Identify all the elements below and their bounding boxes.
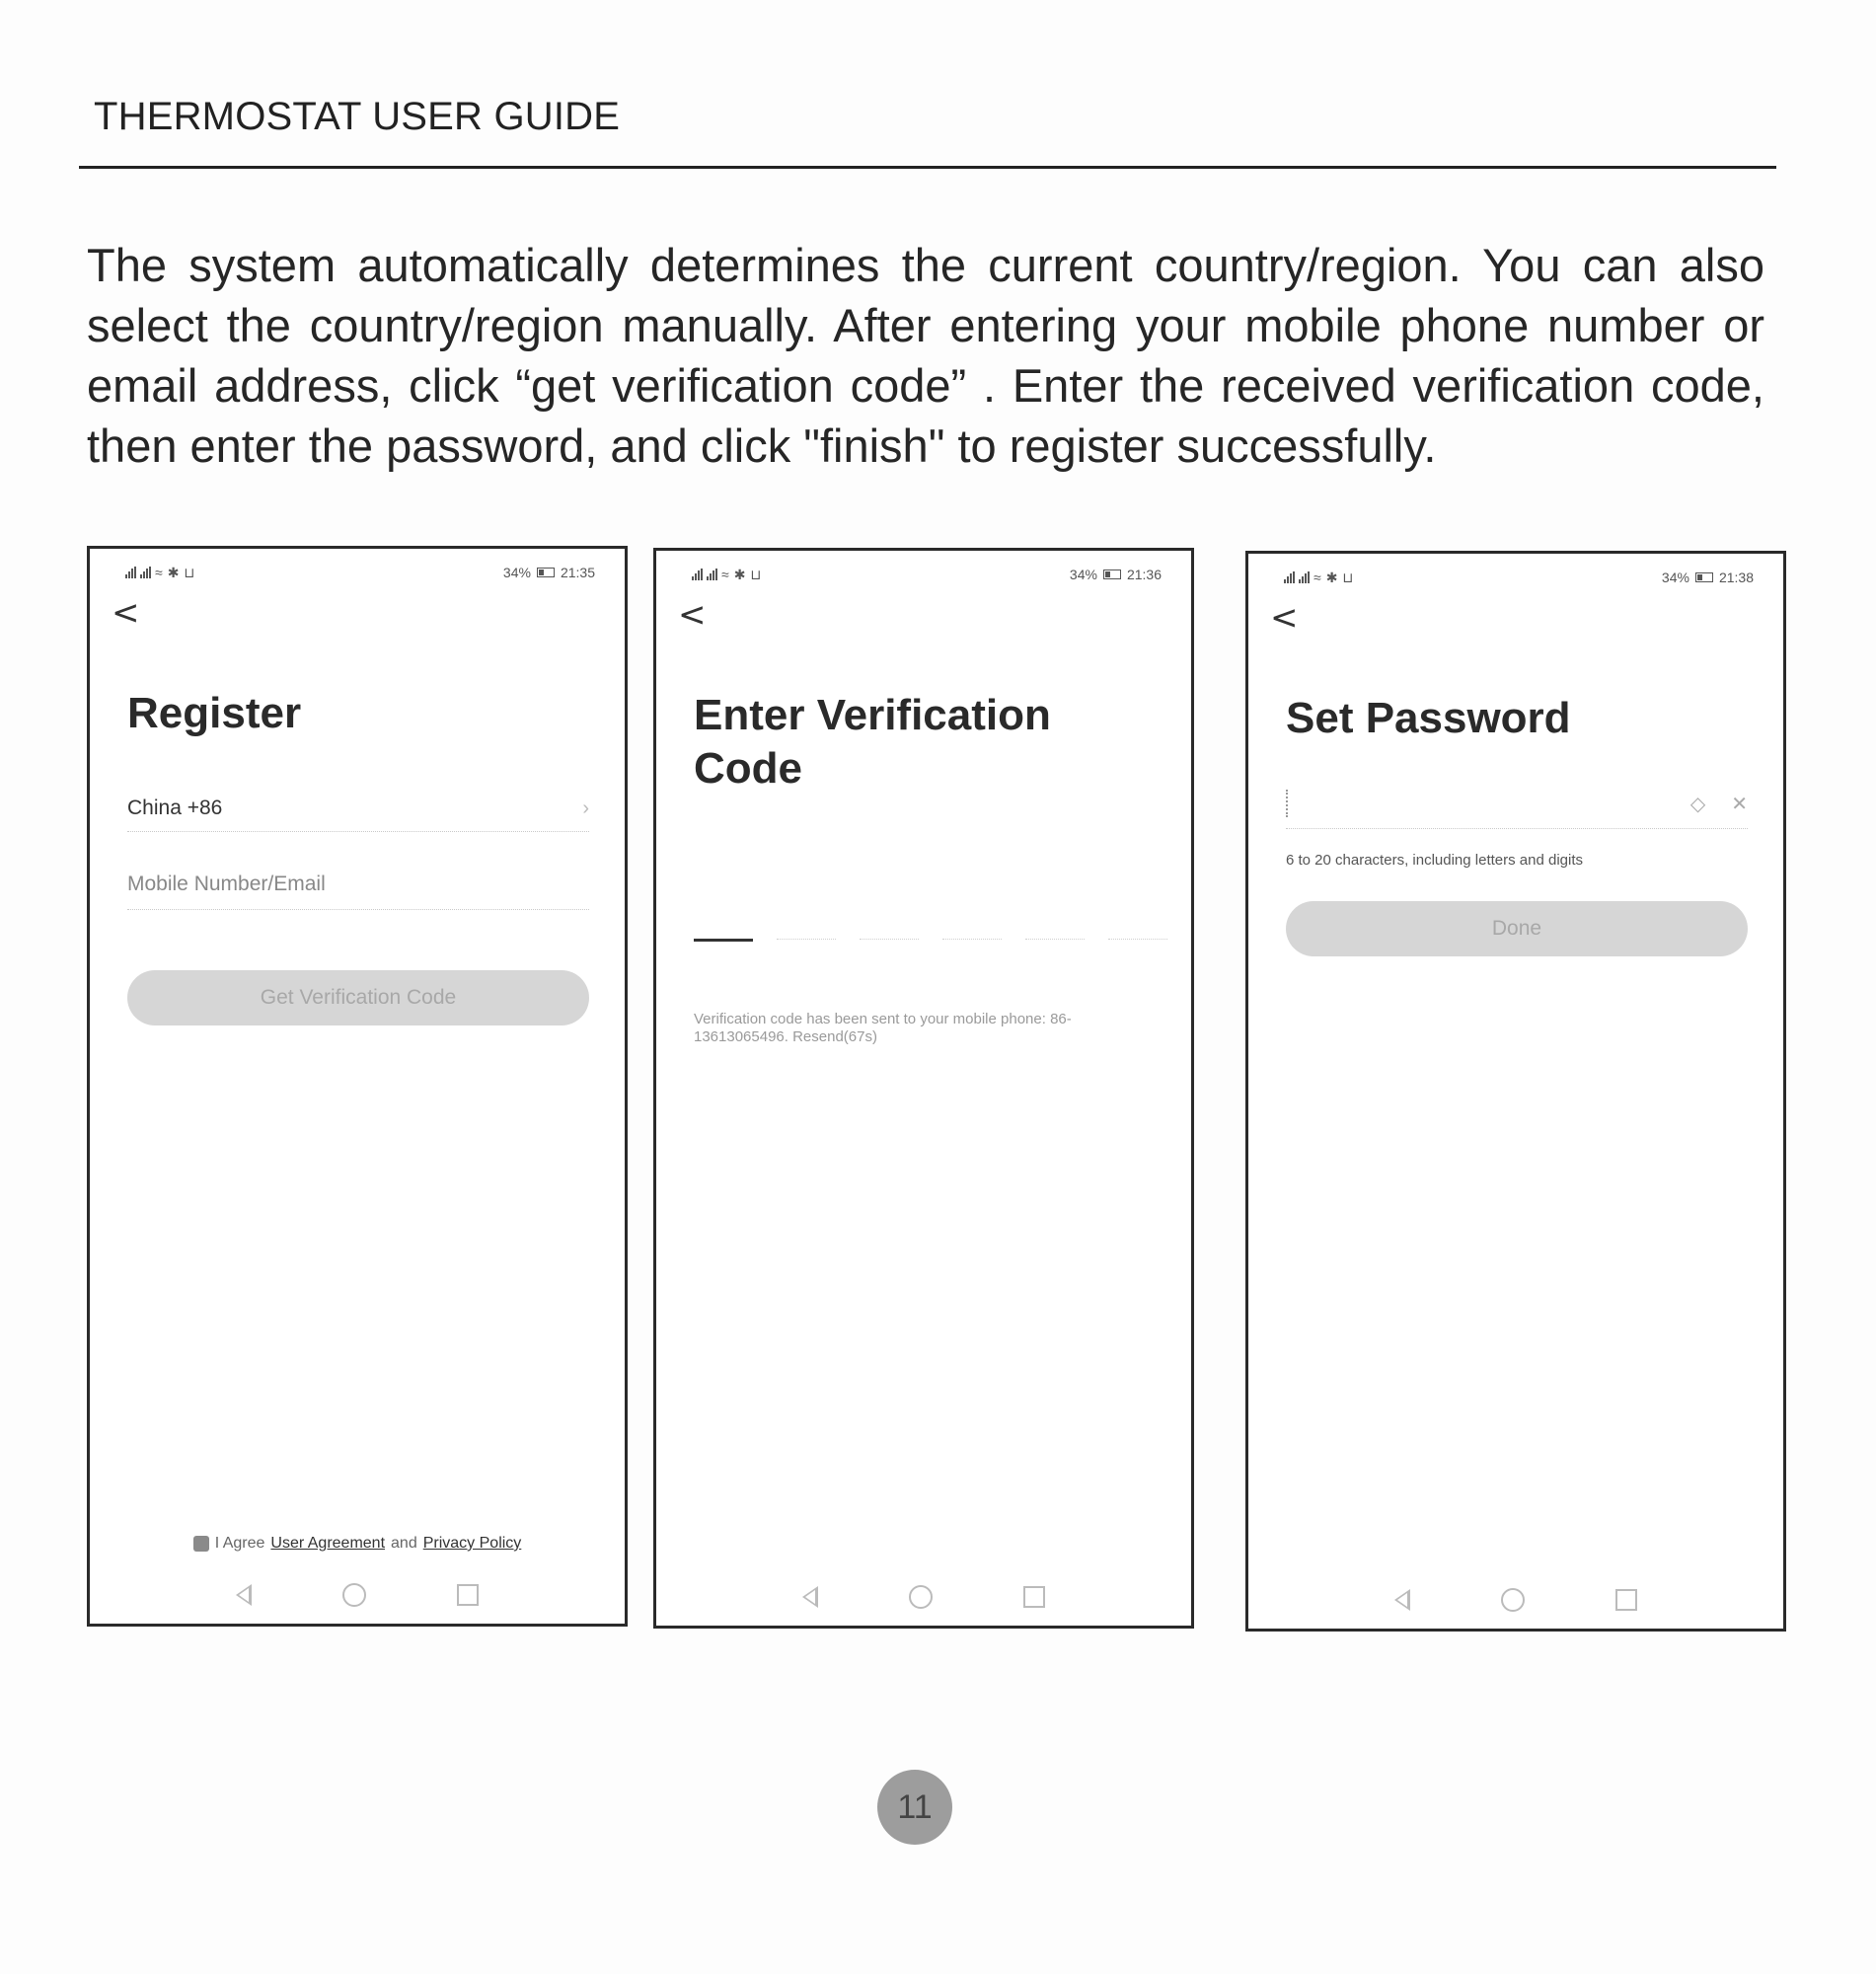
- back-icon[interactable]: <: [1270, 598, 1299, 638]
- verification-screen: [653, 548, 1194, 1629]
- code-digit-slot[interactable]: [860, 939, 919, 940]
- verification-message: Verification code has been sent to your mobile phone: 86-13613065496. Resend(67s): [694, 1011, 1072, 1045]
- mobile-email-input[interactable]: [127, 860, 589, 910]
- agree-text: I Agree: [214, 1535, 265, 1552]
- status-bar: [1284, 568, 1754, 587]
- android-nav-bar: [1248, 1585, 1783, 1615]
- done-button[interactable]: Done: [1286, 901, 1748, 956]
- chevron-right-icon: ›: [582, 797, 589, 819]
- bluetooth-icon: ✱: [733, 566, 747, 582]
- signal-icon: [125, 567, 136, 578]
- agree-checkbox[interactable]: [193, 1536, 209, 1552]
- wifi-icon: ≈: [1313, 569, 1322, 585]
- code-digit-slot[interactable]: [1025, 939, 1085, 940]
- battery-percent: 34%: [1069, 567, 1097, 582]
- android-nav-bar: [656, 1582, 1191, 1612]
- page-number-badge: 11: [877, 1770, 952, 1845]
- usb-icon: ⊔: [750, 566, 763, 582]
- get-verification-code-button[interactable]: Get Verification Code: [127, 970, 589, 1025]
- document-header: THERMOSTAT USER GUIDE: [94, 95, 621, 138]
- wifi-icon: ≈: [721, 567, 730, 582]
- status-bar: [692, 565, 1162, 584]
- code-digit-slot[interactable]: [777, 939, 836, 940]
- back-icon[interactable]: <: [678, 595, 707, 635]
- verification-code-input[interactable]: [694, 939, 1167, 942]
- header-divider: [79, 166, 1776, 169]
- nav-back-icon[interactable]: [236, 1584, 252, 1606]
- status-icons: [125, 565, 195, 581]
- clock: 21:38: [1718, 569, 1754, 585]
- bluetooth-icon: ✱: [167, 564, 181, 580]
- country-value: China +86: [127, 797, 223, 819]
- nav-recent-icon[interactable]: [1023, 1586, 1045, 1608]
- password-input[interactable]: [1286, 779, 1748, 829]
- android-nav-bar: [90, 1580, 625, 1610]
- set-password-screen: [1245, 551, 1786, 1632]
- nav-home-icon[interactable]: [342, 1583, 366, 1607]
- battery-icon: [1103, 569, 1121, 579]
- signal-icon: [140, 567, 151, 578]
- status-icons: [1284, 569, 1354, 586]
- nav-home-icon[interactable]: [1501, 1588, 1525, 1612]
- screen-title: Set Password: [1286, 694, 1571, 742]
- register-screen: [87, 546, 628, 1627]
- nav-recent-icon[interactable]: [457, 1584, 479, 1606]
- clock: 21:35: [560, 565, 595, 580]
- usb-icon: ⊔: [1342, 569, 1355, 585]
- wifi-icon: ≈: [155, 565, 164, 580]
- signal-icon: [1299, 571, 1310, 583]
- battery-icon: [537, 568, 555, 577]
- status-icons: [692, 567, 762, 583]
- agreement-row: [90, 1535, 625, 1553]
- code-digit-slot[interactable]: [1108, 939, 1167, 940]
- code-digit-slot[interactable]: [942, 939, 1002, 940]
- signal-icon: [1284, 571, 1295, 583]
- battery-percent: 34%: [502, 565, 531, 580]
- agree-and-text: and: [391, 1535, 417, 1552]
- screen-title: Enter Verification Code: [694, 691, 1051, 793]
- eye-icon[interactable]: ◇: [1689, 793, 1706, 815]
- bluetooth-icon: ✱: [1325, 569, 1339, 585]
- text-cursor: [1286, 790, 1289, 817]
- signal-icon: [692, 569, 703, 580]
- nav-recent-icon[interactable]: [1615, 1589, 1637, 1611]
- country-selector[interactable]: [127, 786, 589, 832]
- nav-back-icon[interactable]: [802, 1586, 818, 1608]
- user-agreement-link[interactable]: User Agreement: [270, 1535, 386, 1552]
- clock: 21:36: [1126, 567, 1162, 582]
- battery-icon: [1695, 572, 1713, 582]
- screen-title: Register: [127, 689, 302, 737]
- password-hint: 6 to 20 characters, including letters and digits: [1286, 852, 1584, 869]
- privacy-policy-link[interactable]: Privacy Policy: [422, 1535, 522, 1552]
- nav-back-icon[interactable]: [1394, 1589, 1410, 1611]
- usb-icon: ⊔: [184, 564, 196, 580]
- status-bar: [125, 563, 595, 582]
- battery-percent: 34%: [1661, 569, 1689, 585]
- back-icon[interactable]: <: [112, 593, 140, 633]
- signal-icon: [707, 569, 717, 580]
- clear-icon[interactable]: ✕: [1731, 793, 1748, 815]
- nav-home-icon[interactable]: [909, 1585, 933, 1609]
- code-digit-slot[interactable]: [694, 939, 753, 942]
- mobile-email-placeholder: Mobile Number/Email: [127, 873, 326, 895]
- intro-paragraph: The system automatically determines the current country/region. You can also select the country/region manually. After entering your mobile phone number or email address, click “get verification code” . Enter the received verification code, then enter the password, and click "finish" to register successfully.: [87, 239, 1764, 472]
